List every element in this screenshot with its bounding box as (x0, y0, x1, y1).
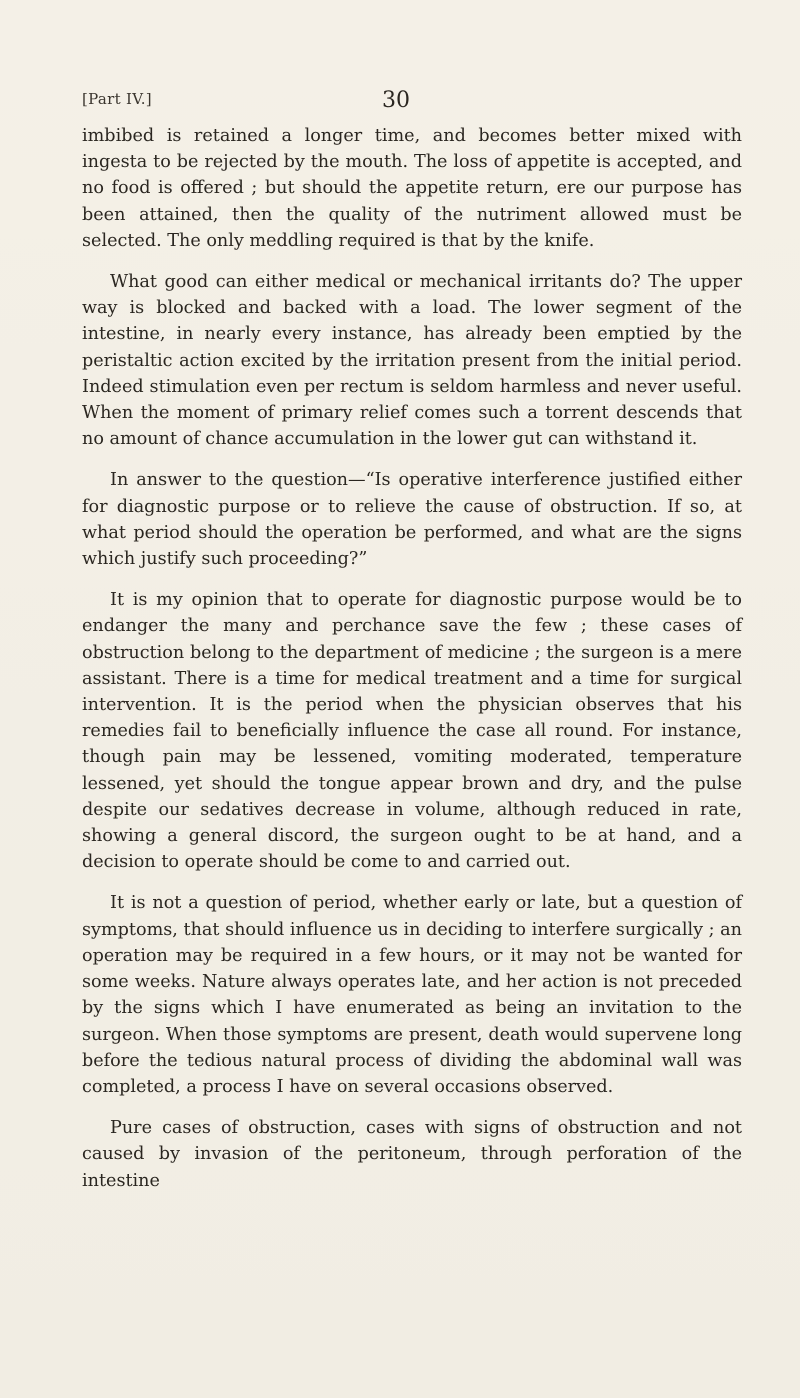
paragraph: It is my opinion that to operate for diagnostic purpose would be to endanger the many and perchance save the few ; these cases of obstruction belong to the department of medicine ; the surgeon is a mere assistant. There is a time for medical treatment and a time for surgical intervention. It is the period when the physician observes that his remedies fail to beneficially influence the case all round. For instance, though pain may be lessened, vomiting moderated, temperature lessened, yet should the tongue appear brown and dry, and the pulse despite our sedatives decrease in volume, although reduced in rate, showing a general discord, the surgeon ought to be at hand, and a decision to operate should be come to and carried out. (82, 590, 742, 873)
paragraph: Pure cases of obstruction, cases with signs of obstruction and not caused by invasion of the peritoneum, through perforation of the intestine (82, 1118, 742, 1191)
paragraph: imbibed is retained a longer time, and becomes better mixed with ingesta to be rejected by the mouth. The loss of appetite is accepted, and no food is offered ; but should the appetite return, ere our purpose has been attained, then the quality of the nutriment allowed must be selected. The only meddling required is that by the knife. (82, 126, 742, 251)
part-label: [Part IV.] (82, 90, 152, 108)
paragraph: In answer to the question—“Is operative interference justified either for diagnostic purpose or to relieve the cause of obstruction. If so, at what period should the operation be performed, and what are the signs which justify such proceeding?” (82, 470, 742, 570)
paragraph: It is not a question of period, whether early or late, but a question of symptoms, that should influence us in deciding to interfere surgically ; an operation may be required in a few hours, or it may not be wanted for some weeks. Nature always operates late, and her action is not preceded by the signs which I have enumerated as being an invitation to the surgeon. When those symptoms are present, death would supervene long before the tedious natural process of dividing the abdominal wall was completed, a process I have on several occasions observed. (82, 893, 742, 1097)
body-text (82, 123, 742, 1209)
paragraph: What good can either medical or mechanical irritants do? The upper way is blocked and backed with a load. The lower segment of the intestine, in nearly every instance, has already been emptied by the peristaltic action excited by the irritation present from the initial period. Indeed stimulation even per rectum is seldom harmless and never useful. When the moment of primary relief comes such a torrent descends that no amount of chance accumulation in the lower gut can withstand it. (82, 272, 742, 450)
page-number: 30 (382, 88, 410, 113)
